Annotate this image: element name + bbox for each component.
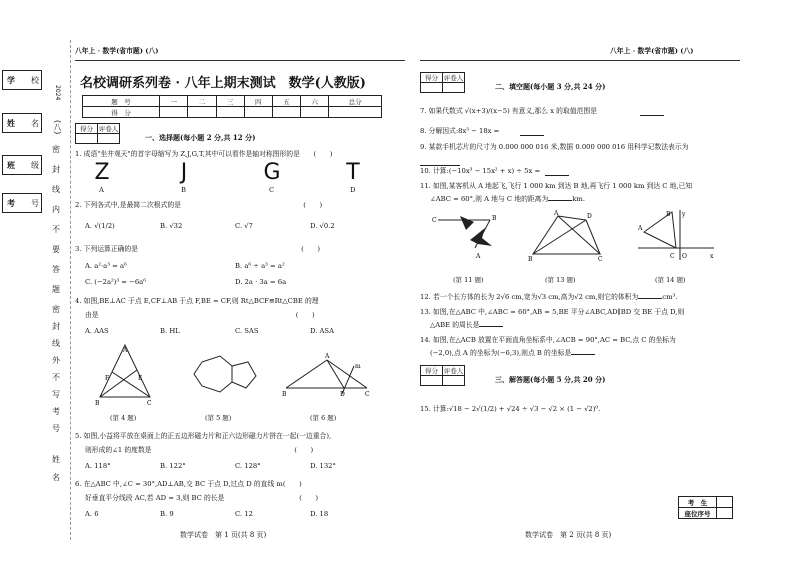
q1-opt-c[interactable]: C: [269, 186, 275, 194]
name-vertical: [50, 455, 62, 491]
caption-q4: (第 4 题): [110, 414, 137, 422]
score-value-cell[interactable]: [160, 107, 188, 118]
letter-z: Z: [94, 160, 110, 185]
score-header-cell: 题 号: [83, 96, 160, 107]
name-char: 名: [52, 473, 60, 482]
q13-text2: △ABE 的周长是: [430, 321, 503, 330]
q5-opt-b[interactable]: B. 122°: [160, 462, 186, 470]
score-box-2: 得分 评卷人: [420, 72, 465, 93]
seal-char: 封: [52, 165, 60, 174]
svg-text:B: B: [95, 400, 100, 407]
school-field[interactable]: 学 校: [2, 70, 42, 90]
q5-opt-d[interactable]: D. 132°: [310, 462, 336, 470]
letter-t: T: [346, 160, 360, 185]
q14-text2: (−2,0),点 A 的坐标为(−6,3),则点 B 的坐标是: [430, 349, 595, 358]
seat-number-box[interactable]: 考 生 座位序号: [678, 496, 733, 519]
svg-text:F: F: [105, 375, 110, 382]
score-value-cell[interactable]: [329, 107, 382, 118]
caption-q5: (第 5 题): [205, 414, 232, 422]
seal-char: 考: [52, 407, 60, 416]
q8-text: 8. 分解因式:8x³ − 18x =: [420, 127, 500, 135]
svg-text:O: O: [682, 253, 687, 260]
svg-text:C: C: [432, 217, 437, 224]
q1-opt-b[interactable]: B: [181, 186, 186, 194]
year-label: 2024: [54, 85, 61, 101]
header-left: 八年上 · 数学(省市题) (八): [75, 47, 159, 55]
q2-opt-b[interactable]: B. √32: [160, 222, 183, 230]
q3-text: 3. 下列运算正确的是 ( ): [75, 245, 321, 253]
score-value-cell[interactable]: [244, 107, 272, 118]
figure-q6: [282, 352, 372, 397]
score-header-cell[interactable]: 三: [216, 96, 244, 107]
seal-char: 号: [52, 424, 60, 433]
q4-opt-b[interactable]: B. HL: [160, 327, 180, 335]
q2-opt-c[interactable]: C. √7: [235, 222, 253, 230]
exam-number-field[interactable]: 考 号: [2, 193, 42, 213]
q5-text: 5. 如图,小益将平放在桌面上的正五边形磁力片和正六边形磁力片拼在一起(一边重合),: [75, 432, 332, 440]
seal-char: 内: [52, 205, 60, 214]
svg-text:D: D: [340, 391, 345, 397]
score-header-cell[interactable]: 总分: [329, 96, 382, 107]
caption-q13: (第 13 题): [545, 276, 576, 284]
seal-char: 密: [52, 145, 60, 154]
score-value-cell[interactable]: [301, 107, 329, 118]
caption-q14: (第 14 题): [655, 276, 686, 284]
score-box-1: 得分 评卷人: [75, 123, 120, 144]
seal-char: 写: [52, 390, 60, 399]
q2-opt-a[interactable]: A. √(1/2): [85, 222, 115, 230]
figure-q4: [95, 342, 155, 407]
q9-text: 9. 某款手机芯片的尺寸为 0.000 000 016 米,数据 0.000 000 016 用科学记数法表示为: [420, 143, 689, 151]
svg-text:B: B: [282, 391, 287, 397]
score-value-cell[interactable]: [216, 107, 244, 118]
score-header-cell[interactable]: 六: [301, 96, 329, 107]
q4-opt-a[interactable]: A. AAS: [85, 327, 109, 335]
score-value-cell[interactable]: [272, 107, 300, 118]
q6-text: 6. 在△ABC 中,∠C = 30°,AD⊥AB,交 BC 于点 D,过点 D 的直线 m( ): [75, 480, 302, 488]
q4-opt-c[interactable]: C. SAS: [235, 327, 259, 335]
caption-q6: (第 6 题): [310, 414, 337, 422]
svg-text:A: A: [123, 347, 128, 354]
svg-text:A: A: [638, 225, 643, 232]
score-header-cell[interactable]: 四: [244, 96, 272, 107]
series-label: (八): [53, 120, 62, 135]
q4-text: 4. 如图,BE⊥AC 于点 E,CF⊥AB 于点 F,BE = CF,则 Rt△BCF≌Rt△CBE 的理: [75, 297, 319, 305]
q3-opt-b[interactable]: B. a⁶ ÷ a³ = a²: [235, 262, 285, 270]
section3-title: 三、解答题(每小题 5 分,共 20 分): [495, 375, 606, 384]
svg-text:C: C: [365, 391, 370, 397]
q13-blank[interactable]: [479, 321, 503, 327]
score-value-cell: 得 分: [83, 107, 160, 118]
q3-opt-c[interactable]: C. (−2a²)³ = −6a⁶: [85, 278, 146, 286]
q4-opt-d[interactable]: D. ASA: [310, 327, 335, 335]
q10-text: 10. 计算:(−10x³ − 15x² + x) ÷ 5x =: [420, 167, 541, 175]
svg-text:B: B: [528, 256, 533, 263]
svg-text:C: C: [670, 253, 675, 260]
q3-opt-d[interactable]: D. 2a · 3a = 6a: [235, 278, 287, 286]
svg-text:m: m: [355, 363, 361, 370]
score-header-cell[interactable]: 二: [188, 96, 216, 107]
q15-text: 15. 计算:√18 − 2√(1/2) + √24 ÷ √3 − √2 × (1 − √2)⁰.: [420, 405, 601, 413]
q6-opt-a[interactable]: A. 6: [85, 510, 99, 518]
name-char: 姓: [52, 455, 60, 464]
q4-text2: 由是 ( ): [85, 311, 315, 319]
q8-blank[interactable]: [520, 130, 544, 136]
q10-blank[interactable]: [545, 170, 569, 176]
q6-opt-b[interactable]: B. 9: [160, 510, 174, 518]
q6-text2: 好垂直平分线段 AC,若 AD = 3,则 BC 的长是 ( ): [85, 494, 319, 502]
seal-char: 不: [52, 373, 60, 382]
svg-text:D: D: [587, 213, 592, 220]
seal-text-inner: [50, 145, 62, 305]
q14-text: 14. 如图,在△ACB 放置在平面直角坐标系中,∠ACB = 90°,AC = BC,点 C 的坐标为: [420, 336, 676, 344]
seal-char: 要: [52, 245, 60, 254]
section1-title: 一、选择题(每小题 2 分,共 12 分): [145, 133, 256, 142]
q5-opt-c[interactable]: C. 128°: [235, 462, 261, 470]
letter-g: G: [263, 160, 281, 185]
page-title: 名校调研系列卷 · 八年上期末测试 数学(人教版): [80, 76, 366, 91]
q1-opt-a[interactable]: A: [99, 186, 104, 194]
seal-char: 线: [52, 339, 60, 348]
q11-blank[interactable]: [548, 195, 572, 201]
q14-blank[interactable]: [571, 349, 595, 355]
svg-text:A: A: [554, 210, 559, 217]
figure-q11: [430, 208, 520, 268]
svg-text:A: A: [325, 353, 330, 360]
svg-text:C: C: [147, 400, 152, 407]
seal-char: 密: [52, 305, 60, 314]
seal-char: 线: [52, 185, 60, 194]
seal-char: 外: [52, 356, 60, 365]
q12-blank[interactable]: [638, 293, 662, 299]
q6-opt-d[interactable]: D. 18: [310, 510, 329, 518]
seal-text-outer: [50, 305, 62, 441]
figure-q5: [190, 352, 260, 397]
score-table: [82, 95, 382, 118]
svg-text:B: B: [492, 215, 497, 222]
svg-text:y: y: [682, 211, 686, 218]
footer-left: 数学试卷 第 1 页(共 8 页): [180, 531, 267, 539]
q6-opt-c[interactable]: C. 12: [235, 510, 253, 518]
q1-text: 1. 成语"坐井观天"的首字母缩写为 Z,J,G,T,其中可以看作是轴对称图形的是 ( ): [75, 150, 333, 158]
q7-text: 7. 如果代数式 √(x+3)/(x−5) 有意义,那么 x 的取值范围是: [420, 107, 597, 115]
q3-opt-a[interactable]: A. a²·a³ = a⁶: [85, 262, 127, 270]
figure-q14: [636, 208, 716, 263]
letter-j: J: [180, 160, 188, 185]
q12-text: 12. 若一个长方体的长为 2√6 cm,宽为√3 cm,高为√2 cm,则它的体积为 cm³.: [420, 293, 678, 301]
seal-char: 不: [52, 225, 60, 234]
svg-text:E: E: [138, 375, 143, 382]
q9-blank[interactable]: [420, 160, 460, 166]
header-right: 八年上 · 数学(省市题) (八): [610, 47, 694, 55]
score-box-3: 得分 评卷人: [420, 365, 465, 386]
q2-text: 2. 下列各式中,是最简二次根式的是 ( ): [75, 201, 323, 209]
seal-char: 答: [52, 265, 60, 274]
q11-text2: ∠ABC = 60°,则 A 地与 C 地的距离为 km.: [430, 195, 586, 203]
svg-text:B: B: [666, 211, 671, 218]
score-header-cell[interactable]: 五: [272, 96, 300, 107]
q7-blank[interactable]: [640, 110, 664, 116]
svg-text:C: C: [598, 256, 603, 263]
name-field[interactable]: 姓 名: [2, 113, 42, 133]
footer-right: 数学试卷 第 2 页(共 8 页): [525, 531, 612, 539]
svg-text:A: A: [476, 253, 481, 260]
q5-text2: 则形成的∠1 的度数是 ( ): [85, 446, 314, 454]
score-value-cell[interactable]: [188, 107, 216, 118]
q5-opt-a[interactable]: A. 118°: [85, 462, 111, 470]
score-header-cell[interactable]: 一: [160, 96, 188, 107]
q11-text: 11. 如图,某客机从 A 地起飞,飞行 1 000 km 到达 B 地,再飞行 1 000 km 到达 C 地,已知: [420, 182, 693, 190]
caption-q11: (第 11 题): [453, 276, 484, 284]
class-field[interactable]: 班 级: [2, 155, 42, 175]
figure-q13: [528, 208, 608, 263]
seal-char: 题: [52, 285, 60, 294]
q1-opt-d[interactable]: D: [350, 186, 356, 194]
section2-title: 二、填空题(每小题 3 分,共 24 分): [495, 82, 606, 91]
svg-text:x: x: [710, 253, 714, 260]
seal-char: 封: [52, 322, 60, 331]
q13-text: 13. 如图,在△ABC 中,∠ABC = 60°,AB = 5,BE 平分∠ABC,AD∥BD 交 BE 于点 D,则: [420, 308, 685, 316]
q2-opt-d[interactable]: D. √0.2: [310, 222, 335, 230]
